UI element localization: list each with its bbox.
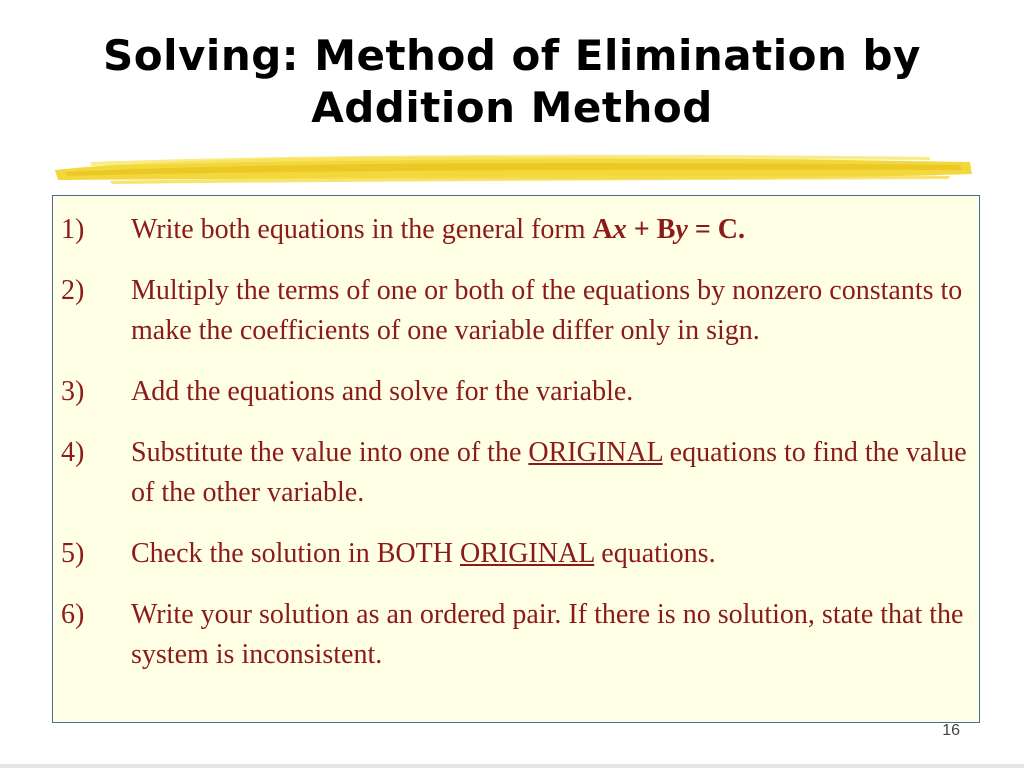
steps-list [61,210,971,696]
step-text-before: Check the solution in BOTH [131,538,460,569]
general-form-formula [593,214,746,245]
yellow-brush-stroke-divider [50,148,975,188]
step-number: 5) [61,538,85,569]
step-text: Multiply the terms of one or both of the equations by nonzero constants to make the coefficients of one variable differ only in sign. [131,275,963,346]
step-text-main: Write both equations in the general form [131,214,593,245]
step-text [131,433,971,513]
step-5 [61,534,971,574]
step-4 [61,433,971,513]
step-text: Write your solution as an ordered pair. If there is no solution, state that the system is inconsistent. [131,599,964,670]
slide-title-line-1: Solving: Method of Elimination by [103,31,921,80]
formula-equals-c: = C. [687,214,746,245]
formula-x: x [612,214,627,245]
step-6 [61,595,971,675]
step-number: 2) [61,275,85,306]
step-number: 6) [61,599,85,630]
step-text-after: equations to find the value of the other variable. [131,437,967,508]
step-text-before: Substitute the value into one of the [131,437,529,468]
step-text: Add the equations and solve for the variable. [131,376,634,407]
formula-y: y [675,214,688,245]
step-number: 3) [61,376,85,407]
formula-plus-b: + B [626,214,676,245]
slide-title [0,30,1024,134]
page-number: 16 [942,722,960,739]
bottom-divider [0,764,1024,768]
underlined-original: ORIGINAL [528,437,663,468]
steps-box [52,195,980,723]
step-3 [61,372,971,412]
slide-title-line-2: Addition Method [311,83,713,132]
step-number: 4) [61,437,85,468]
step-2 [61,271,971,351]
step-text [131,534,971,574]
step-number: 1) [61,214,85,245]
step-text [131,210,971,250]
step-1 [61,210,971,250]
formula-a: A [592,214,613,245]
underlined-original: ORIGINAL [459,538,595,569]
step-text-after: equations. [594,538,716,569]
